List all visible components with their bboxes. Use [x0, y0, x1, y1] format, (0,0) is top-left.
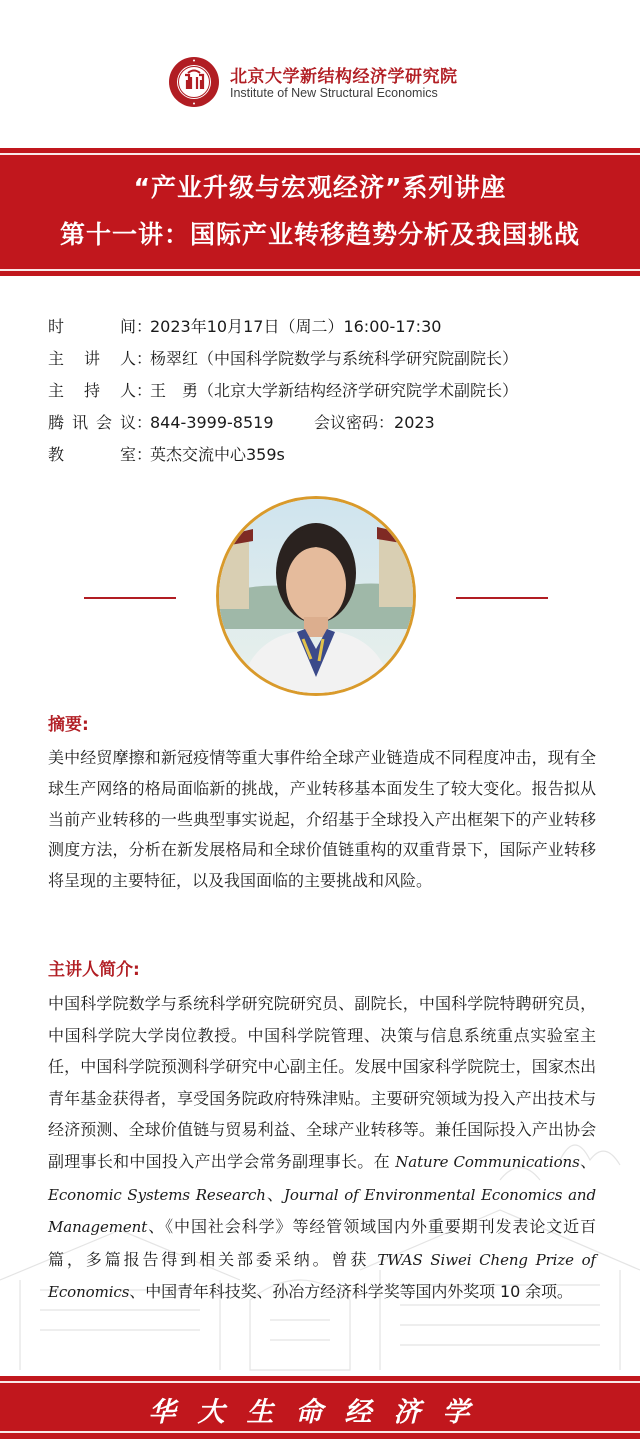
- abstract-heading: 摘要:: [48, 715, 89, 735]
- time-label: 时 间: [48, 317, 136, 336]
- colon: ：: [136, 349, 153, 368]
- time-row: [48, 316, 441, 338]
- decorative-line-right: [456, 597, 548, 599]
- lecture-title: 第十一讲：国际产业转移趋势分析及我国挑战: [59, 220, 580, 249]
- meeting-label: 腾讯会议: [48, 413, 136, 432]
- separator: 、: [579, 1151, 596, 1171]
- meeting-password: [314, 412, 435, 434]
- host-label: 主持人: [48, 381, 136, 400]
- abstract-text: 美中经贸摩擦和新冠疫情等重大事件给全球产业链造成不同程度冲击，现有全球生产网络的格局面临新的挑战，产业转移基本面发生了较大变化。报告拟从当前产业转移的一些典型事实说起，介绍基于全球投入产出框架下的产业转移测度方法，分析在新发展格局和全球价值链重构的双重背景下，国际产业转移将呈现的主要特征，以及我国面临的主要挑战和风险。: [48, 748, 596, 891]
- footer-divider-top: [0, 1381, 640, 1383]
- time-value: 2023年10月17日（周二）16:00-17:30: [150, 317, 442, 336]
- banner-divider-bottom: [0, 269, 640, 271]
- award-twas-prize: TWAS Siwei Cheng Prize of Economics: [48, 1250, 596, 1302]
- journal-nature-communications: Nature Communications: [395, 1152, 580, 1171]
- separator: 、: [265, 1184, 284, 1204]
- bio-text-part1: 中国科学院数学与系统科学研究院研究员、副院长，中国科学院特聘研究员，中国科学院大学岗位教授。中国科学院管理、决策与信息系统重点实验室主任，中国科学院预测科学研究中心副主任。发展中国家科学院院士，国家杰出青年基金获得者，享受国务院政府特殊津贴。主要研究领域为投入产出技术与经济预测、全球价值链与贸易利益、全球产业转移等。兼任国际投入产出协会副理事长和中国投入产出学会常务副理事长。在: [48, 994, 596, 1171]
- bio-heading: 主讲人简介:: [48, 960, 140, 980]
- journal-economic-systems-research: Economic Systems Research: [48, 1185, 266, 1204]
- password-label: 会议密码：: [314, 413, 395, 432]
- speaker-value: 杨翠红（中国科学院数学与系统科学研究院副院长）: [150, 349, 519, 368]
- colon: ：: [136, 413, 153, 432]
- journal-jeem: Journal of Environmental Economics and Management: [48, 1185, 596, 1237]
- bio-text: [48, 988, 596, 1309]
- speaker-row: [48, 348, 518, 370]
- host-value: 王 勇（北京大学新结构经济学研究院学术副院长）: [150, 381, 519, 400]
- institute-name-en: Institute of New Structural Economics: [230, 86, 438, 100]
- bio-text-part3: 、中国青年科技奖、孙冶方经济科学奖等国内外奖项 10 余项。: [129, 1282, 573, 1302]
- password-value: 2023: [394, 413, 435, 432]
- institute-name-cn: 北京大学新结构经济学研究院: [230, 67, 458, 87]
- colon: ：: [136, 445, 153, 464]
- speaker-portrait: [216, 496, 416, 696]
- room-value: 英杰交流中心359s: [150, 445, 285, 464]
- host-row: [48, 380, 518, 402]
- colon: ：: [136, 317, 153, 336]
- room-label: 教 室: [48, 445, 136, 464]
- series-title: “产业升级与宏观经济”系列讲座: [133, 173, 507, 202]
- peking-university-seal-icon: [168, 56, 220, 108]
- speaker-label: 主讲人: [48, 349, 136, 368]
- footer-divider-bottom: [0, 1431, 640, 1433]
- title-banner: [0, 148, 640, 276]
- footer-motto: 华大生命经济学: [148, 1397, 492, 1428]
- meeting-row: [48, 412, 608, 434]
- room-row: [48, 444, 285, 466]
- bio-text-part2: 、《中国社会科学》等经管领域国内外重要期刊发表论文近百篇，多篇报告得到相关部委采纳。曾获: [48, 1217, 596, 1269]
- colon: ：: [136, 381, 153, 400]
- header: [0, 0, 640, 148]
- decorative-line-left: [84, 597, 176, 599]
- banner-divider-top: [0, 153, 640, 155]
- meeting-id[interactable]: 844-3999-8519: [150, 413, 274, 432]
- footer-banner: [0, 1376, 640, 1439]
